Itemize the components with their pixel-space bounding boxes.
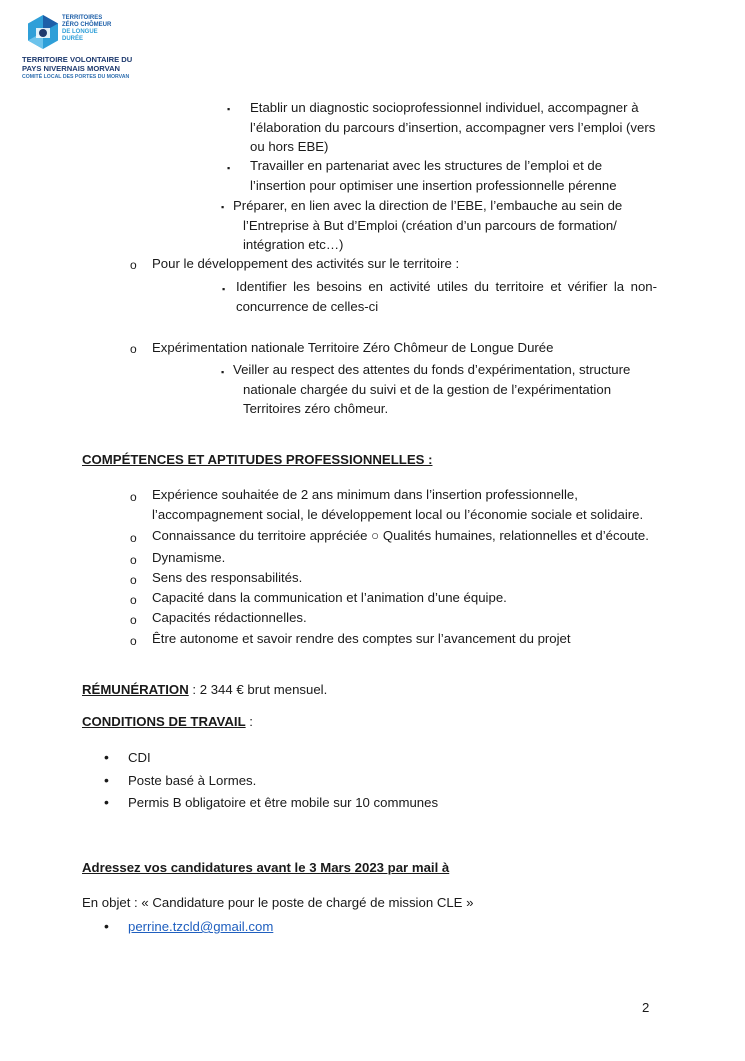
circle-bullet-icon: o (130, 342, 137, 356)
experimentation-heading: Expérimentation nationale Territoire Zéro Chômeur de Longue Durée (152, 340, 554, 355)
text-line: l’insertion pour optimiser une insertion professionnelle pérenne (250, 177, 617, 193)
logo-subtitle: COMITÉ LOCAL DES PORTES DU MORVAN (22, 74, 130, 80)
text-line: nationale chargée du suivi et de la gestion de l’expérimentation (243, 381, 612, 397)
disc-bullet-icon: • (104, 772, 109, 788)
tzcld-hexagon-icon (26, 14, 60, 50)
logo-title-line1: TERRITOIRE VOLONTAIRE DU (22, 55, 133, 64)
text-line: Territoires zéro chômeur. (243, 401, 389, 416)
apply-object-line: En objet : « Candidature pour le poste de chargé de mission CLE » (82, 895, 474, 910)
apply-title: Adressez vos candidatures avant le 3 Mars 2023 par mail à (82, 860, 450, 875)
text-line: intégration etc…) (243, 237, 344, 252)
bullet-text (233, 196, 622, 255)
circle-bullet-icon: o (130, 573, 137, 587)
text-line: Expérience souhaitée de 2 ans minimum dans l’insertion professionnelle, (152, 487, 578, 502)
circle-bullet-icon: o (130, 553, 137, 567)
bullet-marker: ▪ (222, 284, 226, 294)
text-line: ou hors EBE) (250, 139, 329, 154)
logo-small-line: TERRITOIRES (62, 15, 103, 21)
logo-small-line: DE LONGUE (62, 29, 98, 35)
competence-item (152, 485, 643, 524)
remuneration-label: RÉMUNÉRATION (82, 682, 189, 697)
bullet-marker: ▪ (227, 163, 231, 173)
bullet-text (250, 98, 655, 157)
experimentation-item (233, 360, 630, 419)
circle-bullet-icon: o (130, 490, 137, 504)
text-line: Travailler en partenariat avec les structures de l’emploi et de (250, 158, 603, 173)
circle-bullet-icon: o (130, 613, 137, 627)
competence-item: Capacités rédactionnelles. (152, 610, 307, 625)
text-line: l’Entreprise à But d’Emploi (création d’un parcours de formation/ (243, 217, 617, 233)
competences-title: COMPÉTENCES ET APTITUDES PROFESSIONNELLES : (82, 452, 433, 467)
remuneration-line (82, 680, 327, 700)
bullet-marker: ▪ (227, 104, 231, 114)
email-link[interactable]: perrine.tzcld@gmail.com (128, 919, 274, 934)
logo-title-line2: PAYS NIVERNAIS MORVAN (22, 64, 121, 73)
bullet-marker: ▪ (221, 367, 225, 377)
circle-bullet-icon: o (130, 593, 137, 607)
circle-bullet-icon: o (130, 531, 137, 545)
disc-bullet-icon: • (104, 918, 109, 934)
bullet-text (250, 156, 617, 195)
activities-item-line2: concurrence de celles-ci (236, 299, 379, 314)
condition-item: Permis B obligatoire et être mobile sur 10 communes (128, 795, 439, 810)
text-line: Veiller au respect des attentes du fonds d’expérimentation, structure (233, 362, 631, 377)
text-line: Préparer, en lien avec la direction de l’EBE, l’embauche au sein de (233, 198, 623, 213)
logo (22, 14, 147, 86)
text-line: Etablir un diagnostic socioprofessionnel individuel, accompagner à (250, 100, 639, 115)
disc-bullet-icon: • (104, 794, 109, 810)
disc-bullet-icon: • (104, 749, 109, 765)
condition-item: CDI (128, 750, 151, 765)
competence-item: Connaissance du territoire appréciée ○ Qualités humaines, relationnelles et d’écoute. (152, 528, 649, 543)
text-line: l’élaboration du parcours d’insertion, accompagner vers l’emploi (vers (250, 119, 656, 135)
conditions-label: CONDITIONS DE TRAVAIL (82, 714, 246, 729)
competence-item: Capacité dans la communication et l’animation d’une équipe. (152, 590, 507, 605)
conditions-title (82, 712, 253, 732)
page-number: 2 (642, 1000, 650, 1015)
circle-bullet-icon: o (130, 258, 137, 272)
logo-small-line: ZÉRO CHÔMEUR (62, 22, 112, 28)
condition-item: Poste basé à Lormes. (128, 773, 257, 788)
competence-item: Dynamisme. (152, 550, 226, 565)
remuneration-value: : 2 344 € brut mensuel. (188, 682, 328, 697)
bullet-marker: ▪ (221, 202, 225, 212)
circle-bullet-icon: o (130, 634, 137, 648)
text-line: l’accompagnement social, le développement local ou l’économie sociale et solidaire. (152, 506, 644, 522)
competence-item: Être autonome et savoir rendre des comptes sur l’avancement du projet (152, 631, 571, 646)
activities-item-line1: Identifier les besoins en activité utiles du territoire et vérifier la non- (236, 279, 657, 294)
logo-small-line: DURÉE (62, 36, 84, 42)
activities-heading: Pour le développement des activités sur le territoire : (152, 256, 460, 271)
competence-item: Sens des responsabilités. (152, 570, 303, 585)
conditions-suffix: : (245, 714, 253, 729)
